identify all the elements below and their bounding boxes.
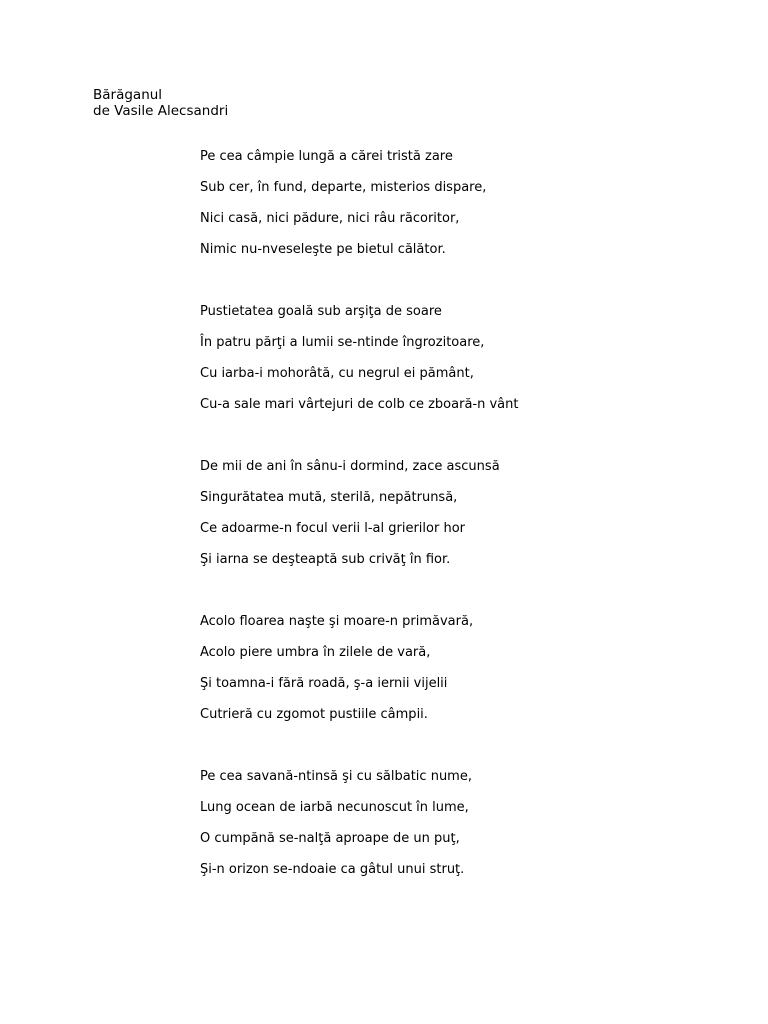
- verse-line: Şi-n orizon se-ndoaie ca gâtul unui struţ.: [200, 862, 465, 877]
- verse-line: Acolo piere umbra în zilele de vară,: [200, 645, 431, 660]
- verse-line: Şi iarna se deşteaptă sub crivăţ în fior.: [200, 552, 451, 567]
- verse-line: Nici casă, nici pădure, nici râu răcoritor,: [200, 211, 460, 226]
- poem-body: [200, 147, 518, 922]
- verse-line: Cu iarba-i mohorâtă, cu negrul ei pământ,: [200, 366, 474, 381]
- stanza-1: [200, 147, 518, 271]
- stanza-3: [200, 457, 518, 581]
- verse-line: Nimic nu-nveseleşte pe bietul călător.: [200, 242, 446, 257]
- verse-line: Cu-a sale mari vârtejuri de colb ce zboară-n vânt: [200, 397, 519, 412]
- verse-line: De mii de ani în sânu-i dormind, zace ascunsă: [200, 459, 500, 474]
- poem-header: [93, 87, 228, 119]
- verse-line: Pe cea câmpie lungă a cărei tristă zare: [200, 149, 453, 164]
- verse-line: Sub cer, în fund, departe, misterios dispare,: [200, 180, 487, 195]
- verse-line: Ce adoarme-n focul verii l-al grierilor hor: [200, 521, 465, 536]
- verse-line: Lung ocean de iarbă necunoscut în lume,: [200, 800, 469, 815]
- verse-line: Singurătatea mută, sterilă, nepătrunsă,: [200, 490, 458, 505]
- verse-line: O cumpănă se-nalţă aproape de un puţ,: [200, 831, 460, 846]
- verse-line: În patru părţi a lumii se-ntinde îngrozitoare,: [200, 335, 485, 350]
- verse-line: Pe cea savană-ntinsă şi cu sălbatic nume,: [200, 769, 472, 784]
- verse-line: Cutrieră cu zgomot pustiile câmpii.: [200, 707, 428, 722]
- stanza-5: [200, 767, 518, 891]
- stanza-2: [200, 302, 518, 426]
- poem-author: de Vasile Alecsandri: [93, 103, 229, 119]
- verse-line: Acolo floarea naşte şi moare-n primăvară,: [200, 614, 474, 629]
- verse-line: Pustietatea goală sub arşiţa de soare: [200, 304, 442, 319]
- poem-title: Bărăganul: [93, 87, 163, 103]
- stanza-4: [200, 612, 518, 736]
- verse-line: Şi toamna-i fără roadă, ş-a iernii vijelii: [200, 676, 448, 691]
